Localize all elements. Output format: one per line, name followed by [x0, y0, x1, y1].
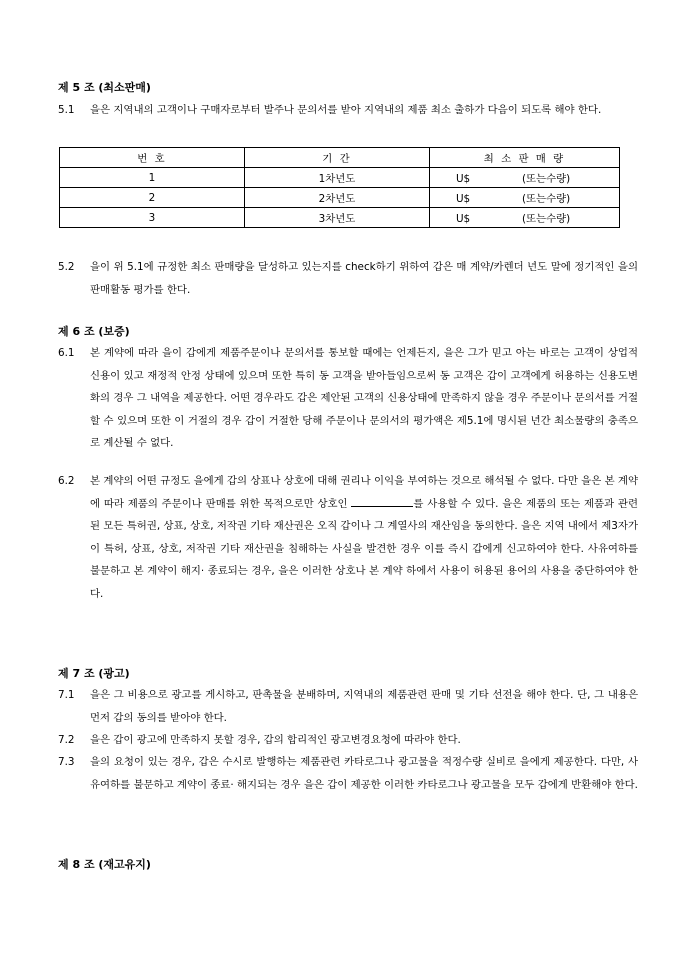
table-header-row — [60, 148, 620, 168]
minimum-sales-table — [59, 147, 620, 228]
row-currency: U$ — [455, 193, 471, 205]
article-7-3 — [58, 751, 638, 796]
article-8-heading: 제 8 조 (재고유지) — [58, 858, 151, 871]
row-period: 1차년도 — [244, 168, 429, 188]
row-min-sales — [429, 168, 619, 188]
row-currency: U$ — [455, 173, 471, 185]
trade-name-blank — [351, 495, 413, 507]
clause-number: 5.2 — [58, 261, 75, 273]
row-qty: (또는수량) — [521, 193, 571, 205]
clause-number: 7.3 — [58, 756, 75, 768]
article-6-heading: 제 6 조 (보증) — [58, 325, 130, 338]
clause-number: 5.1 — [58, 104, 75, 116]
header-no: 번 호 — [60, 148, 245, 168]
article-5-1 — [58, 99, 638, 122]
row-no: 1 — [60, 168, 245, 188]
row-period: 2차년도 — [244, 188, 429, 208]
table-row — [60, 188, 620, 208]
table-row — [60, 208, 620, 228]
row-qty: (또는수량) — [521, 173, 571, 185]
header-period: 기 간 — [244, 148, 429, 168]
header-min-sales: 최 소 판 매 량 — [429, 148, 619, 168]
clause-text-a: 본 계약의 어떤 규정도 을에게 갑의 상표나 상호에 대해 권리나 이익을 부여하는 것으로 해석될 수 없다. 다만 을은 본 계약에 따라 제품의 주문이나 판매를 위한 목적으로만 상호인 — [90, 475, 638, 510]
table-row — [60, 168, 620, 188]
row-no: 3 — [60, 208, 245, 228]
row-qty: (또는수량) — [521, 213, 571, 225]
article-7-1 — [58, 684, 638, 729]
clause-text: 을은 갑이 광고에 만족하지 못할 경우, 갑의 합리적인 광고변경요청에 따라야 한다. — [90, 734, 461, 746]
row-min-sales — [429, 208, 619, 228]
clause-number: 6.2 — [58, 475, 75, 487]
row-currency: U$ — [455, 213, 471, 225]
row-no: 2 — [60, 188, 245, 208]
clause-text: 을이 위 5.1에 규정한 최소 판매량을 달성하고 있는지를 check하기 위하여 갑은 매 계약/카렌더 년도 말에 정기적인 을의 판매활동 평가를 한다. — [90, 261, 638, 296]
row-period: 3차년도 — [244, 208, 429, 228]
clause-number: 6.1 — [58, 347, 75, 359]
row-min-sales — [429, 188, 619, 208]
clause-text: 을은 그 비용으로 광고를 게시하고, 판촉물을 분배하며, 지역내의 제품관련 판매 및 기타 선전을 해야 한다. 단, 그 내용은 먼저 갑의 동의를 받아야 한다. — [90, 689, 638, 724]
clause-number: 7.2 — [58, 734, 75, 746]
clause-text: 본 계약에 따라 을이 갑에게 제품주문이나 문의서를 통보할 때에는 언제든지, 을은 그가 믿고 아는 바로는 고객이 상업적 신용이 있고 재정적 안정 상태에 있으며 또한 특히 동 고객을 받아들임으로써 동 고객은 갑이 고객에게 허용하는 신용도변화의 경우 그 내역을 제공한다. 어떤 경우라도 갑은 제안된 고객의 신용상태에 만족하지 않을 경우 주문이나 문의서를 거절할 수 있으며 또한 이 거절의 경우 갑이 거절한 당해 주문이나 문의서의 평가액은 제5.1에 명시된 년간 최소물량의 충족으로 계산될 수 없다. — [90, 347, 638, 450]
clause-text: 을은 지역내의 고객이나 구매자로부터 발주나 문의서를 받아 지역내의 제품 최소 출하가 다음이 되도록 해야 한다. — [90, 104, 602, 116]
article-6-2 — [58, 470, 638, 606]
article-6-1 — [58, 342, 638, 455]
article-7-heading: 제 7 조 (광고) — [58, 667, 130, 680]
clause-text: 을의 요청이 있는 경우, 갑은 수시로 발행하는 제품관련 카타로그나 광고물을 적정수량 실비로 을에게 제공한다. 다만, 사유여하를 불문하고 계약이 종료· 해지되는 경우 을은 갑이 제공한 이러한 카타로그나 광고물을 모두 갑에게 반환해야 한다. — [90, 756, 638, 791]
clause-text-b: 를 사용할 수 있다. 을은 제품의 또는 제품과 관련된 모든 특허권, 상표, 상호, 저작권 기타 재산권은 오직 갑이나 그 계열사의 재산임을 동의한다. 을은 지역 내에서 제3자가 이 특허, 상표, 상호, 저작권 기타 재산권을 침해하는 사실을 발견한 경우 이를 즉시 갑에게 신고하여야 한다. 사유여하를 불문하고 본 계약이 해지· 종료되는 경우, 을은 이러한 상호나 본 계약 하에서 사용이 허용된 용어의 사용을 중단하여야 한다. — [90, 497, 638, 600]
clause-number: 7.1 — [58, 689, 75, 701]
article-5-heading: 제 5 조 (최소판매) — [58, 81, 151, 94]
article-7-2 — [58, 729, 638, 752]
article-5-2 — [58, 256, 638, 301]
